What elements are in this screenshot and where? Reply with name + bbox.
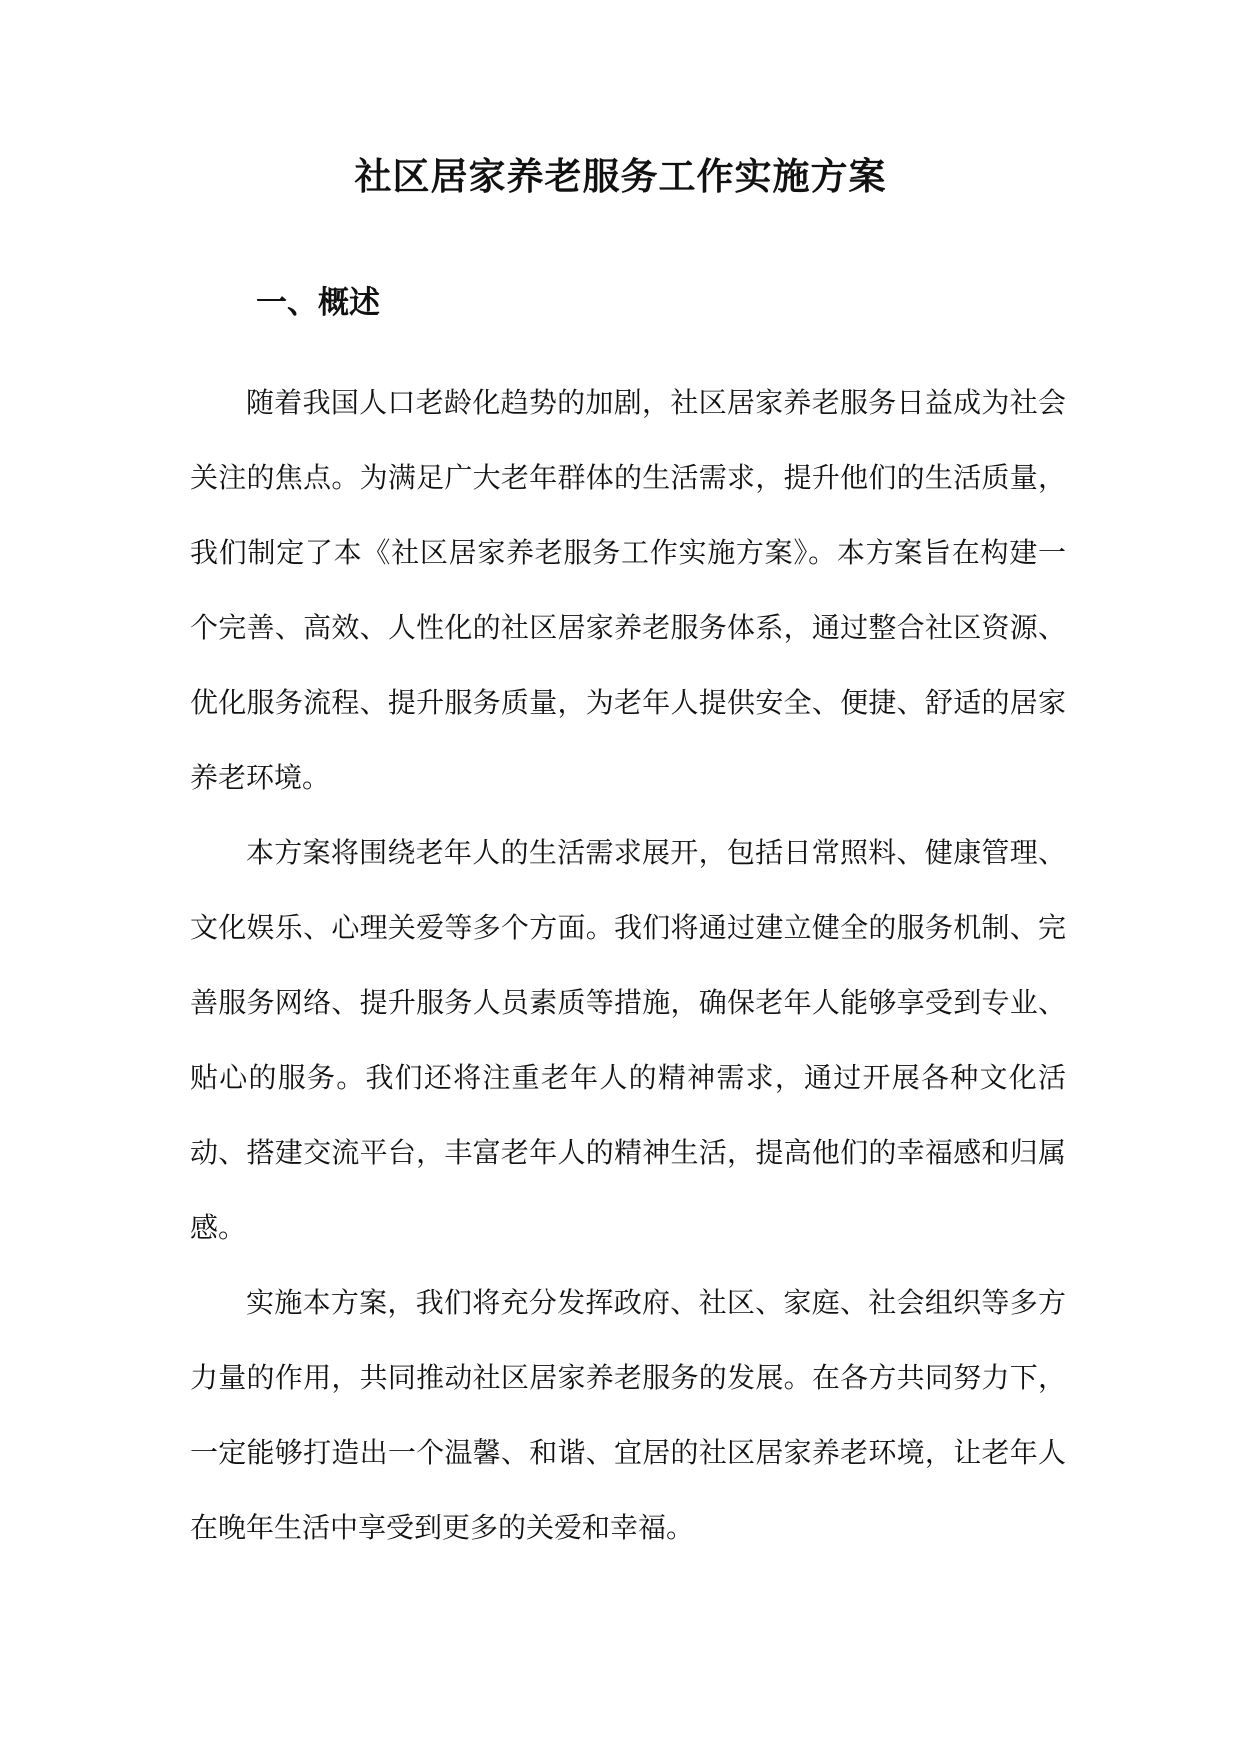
section-heading: 一、概述 xyxy=(256,285,380,321)
paragraph-1: 随着我国人口老龄化趋势的加剧，社区居家养老服务日益成为社会关注的焦点。为满足广大老年群体的生活需求，提升他们的生活质量，我们制定了本《社区居家养老服务工作实施方案》。本方案旨在构建一个完善、高效、人性化的社区居家养老服务体系，通过整合社区资源、优化服务流程、提升服务质量，为老年人提供安全、便捷、舒适的居家养老环境。 xyxy=(190,386,1066,794)
document-title: 社区居家养老服务工作实施方案 xyxy=(354,154,887,198)
paragraph-2: 本方案将围绕老年人的生活需求展开，包括日常照料、健康管理、文化娱乐、心理关爱等多个方面。我们将通过建立健全的服务机制、完善服务网络、提升服务人员素质等措施，确保老年人能够享受到专业、贴心的服务。我们还将注重老年人的精神需求，通过开展各种文化活动、搭建交流平台，丰富老年人的精神生活，提高他们的幸福感和归属感。 xyxy=(190,836,1066,1244)
section-body xyxy=(190,365,1066,1565)
paragraph-3: 实施本方案，我们将充分发挥政府、社区、家庭、社会组织等多方力量的作用，共同推动社区居家养老服务的发展。在各方共同努力下，一定能够打造出一个温馨、和谐、宜居的社区居家养老环境，让老年人在晚年生活中享受到更多的关爱和幸福。 xyxy=(190,1286,1066,1544)
